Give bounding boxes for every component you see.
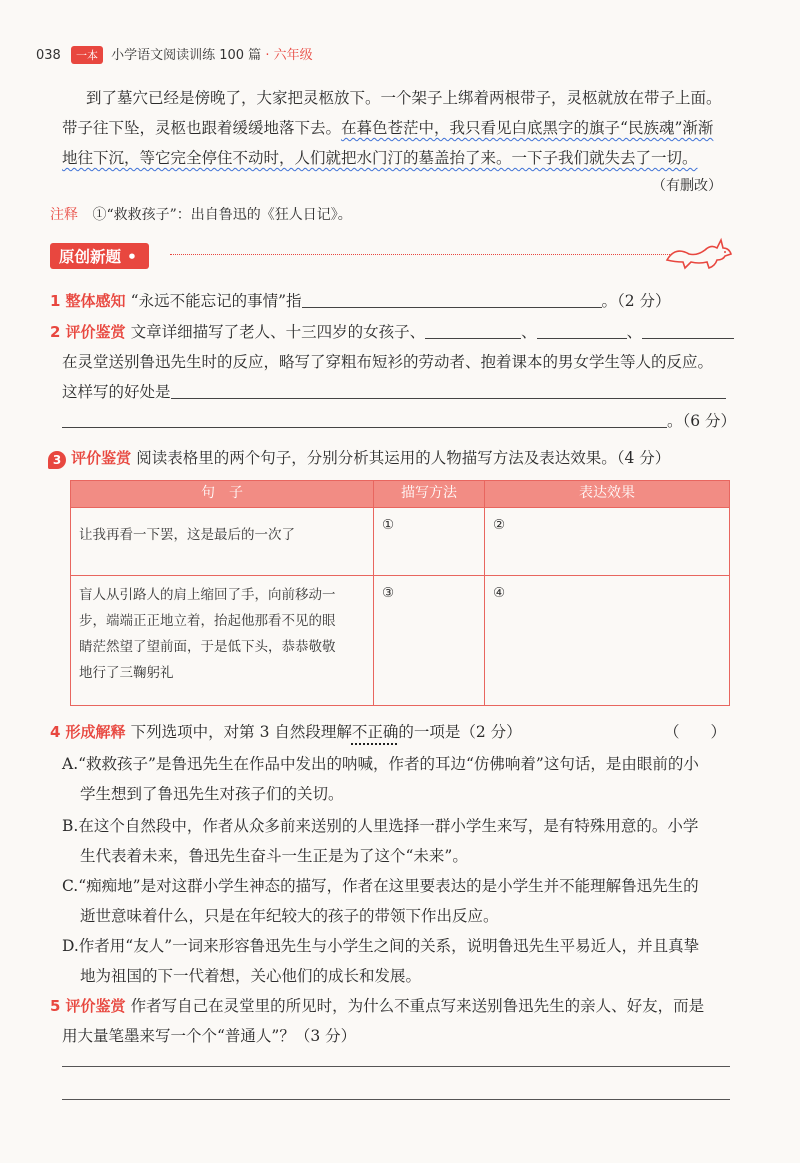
answer-mark-3: ③: [382, 585, 395, 601]
question-1-tag: 整体感知: [65, 292, 126, 310]
table-header-sentence: 句 子: [71, 481, 374, 508]
question-3-number: 3: [52, 453, 62, 467]
answer-mark-4: ④: [493, 585, 506, 601]
question-2-sep-1: 、: [521, 323, 537, 341]
table-cell-method[interactable]: [374, 576, 485, 706]
cat-icon: [665, 236, 735, 272]
question-2-sep-2: 、: [626, 323, 643, 341]
table-header-effect: 表达效果: [485, 481, 730, 508]
header-separator: ·: [265, 48, 270, 63]
question-2-answer-blank-2[interactable]: [62, 411, 667, 428]
question-2-blank-3[interactable]: [642, 322, 734, 339]
option-d-line-1: D.作者用“友人”一词来形容鲁迅先生与小学生之间的关系，说明鲁迅先生平易近人，并且真挚: [62, 937, 700, 955]
sentence-2-line: 地行了三鞠躬礼: [79, 665, 174, 681]
grade-label: 六年级: [273, 48, 313, 63]
answer-line[interactable]: [62, 1099, 730, 1100]
answer-line[interactable]: [62, 1066, 730, 1067]
option-c-line-1: C.“痴痴地”是对这群小学生神态的描写，作者在这里要表达的是小学生并不能理解鲁迅先生的: [62, 877, 699, 895]
option-c-line-2: 逝世意味着什么，只是在年纪较大的孩子的带领下作出反应。: [80, 907, 499, 925]
footnote: [50, 204, 352, 224]
section-banner-title: 原创新题: [59, 248, 122, 266]
answer-mark-1: ①: [382, 517, 395, 533]
table-header-method: 描写方法: [374, 481, 485, 508]
question-2-text-line-1: 文章详细描写了老人、十三四岁的女孩子、: [130, 323, 426, 341]
question-5-text-line-1: 作者写自己在灵堂里的所见时，为什么不重点写来送别鲁迅先生的亲人、好友，而是: [130, 997, 705, 1015]
passage-line-2-underlined: 在暮色苍茫中，我只看见白底黑字的旗子“民族魂”渐渐: [341, 119, 714, 137]
footnote-label: 注释: [50, 207, 78, 223]
option-a-line-2: 学生想到了鲁迅先生对孩子们的关切。: [80, 785, 344, 803]
question-5-number: 5: [50, 997, 61, 1015]
question-4-number: 4: [50, 723, 61, 741]
sentence-2-line: 睛茫然望了望前面，于是低下头，恭恭敬敬: [79, 639, 336, 655]
question-2-line-3: [62, 380, 726, 402]
question-2-line-4: [62, 409, 736, 431]
table-row: [71, 576, 730, 706]
table-cell-effect[interactable]: [485, 508, 730, 576]
option-a-line-1: A.“救救孩子”是鲁迅先生在作品中发出的呐喊，作者的耳边“仿佛响着”这句话，是由眼前的小: [62, 755, 699, 773]
revision-note: （有删改）: [652, 178, 722, 194]
question-4-text-before: 下列选项中，对第 3 自然段理解: [130, 723, 352, 741]
section-banner: [50, 243, 149, 269]
sentence-1-text: 让我再看一下罢，这是最后的一次了: [79, 527, 295, 543]
table-cell-sentence: [71, 576, 374, 706]
analysis-table: [70, 480, 730, 706]
question-2-number: 2: [50, 323, 61, 341]
question-2-blank-2[interactable]: [537, 322, 627, 339]
table-cell-method[interactable]: [374, 508, 485, 576]
question-4-tag: 形成解释: [65, 723, 126, 741]
page-number: 038: [36, 48, 61, 63]
question-2-text-line-2: 在灵堂送别鲁迅先生时的反应，略写了穿粗布短衫的劳动者、抱着课本的男女学生等人的反应。: [62, 353, 714, 371]
flame-number-icon: [48, 451, 66, 469]
question-1-answer-blank[interactable]: [302, 291, 602, 308]
question-2-answer-blank-1[interactable]: [171, 382, 726, 399]
question-4-text-after: 的一项是（2 分）: [398, 723, 522, 741]
question-2-blank-1[interactable]: [425, 322, 521, 339]
question-2-score: 。（6 分）: [667, 412, 737, 430]
question-4: [50, 720, 522, 742]
book-title: 小学语文阅读训练 100 篇: [111, 48, 262, 63]
question-5-text-line-2: 用大量笔墨来写一个个“普通人”？（3 分）: [62, 1027, 357, 1045]
sentence-2-line: 盲人从引路人的肩上缩回了手，向前移动一: [79, 587, 336, 603]
brand-badge: 一本: [71, 46, 103, 64]
question-1-text: “永远不能忘记的事情”指: [130, 292, 302, 310]
sentence-2-line: 步，端端正正地立着，抬起他那看不见的眼: [79, 613, 336, 629]
option-b-line-1: B.在这个自然段中，作者从众多前来送别的人里选择一群小学生来写，是有特殊用意的。小学: [62, 817, 699, 835]
table-row: [71, 508, 730, 576]
answer-mark-2: ②: [493, 517, 506, 533]
table-cell-sentence: [71, 508, 374, 576]
question-3-tag: 评价鉴赏: [71, 449, 132, 467]
question-1-score: 。（2 分）: [601, 292, 671, 310]
question-4-answer-bracket[interactable]: （ ）: [664, 723, 727, 741]
passage-line-3-underlined: 地往下沉，等它完全停住不动时，人们就把水门汀的墓盖抬了来。一下子我们就失去了一切。: [62, 149, 698, 167]
question-1-number: 1: [50, 292, 61, 310]
question-2: [50, 320, 734, 342]
table-header-row: [71, 481, 730, 508]
passage-line-1: 到了墓穴已经是傍晚了，大家把灵柩放下。一个架子上绑着两根带子，灵柩就放在带子上面。: [86, 89, 722, 107]
footnote-text: ①“救救孩子”：出自鲁迅的《狂人日记》。: [92, 207, 352, 223]
passage-line-2: [62, 116, 713, 138]
question-3-text: 阅读表格里的两个句子，分别分析其运用的人物描写方法及表达效果。（4 分）: [136, 449, 671, 467]
question-1: [50, 289, 671, 311]
banner-dotted-line: [170, 254, 670, 255]
question-5: [50, 994, 704, 1016]
question-2-text-line-3: 这样写的好处是: [62, 383, 171, 401]
question-5-tag: 评价鉴赏: [65, 997, 126, 1015]
page-header: [36, 44, 313, 64]
question-4-emphasis: 不正确: [351, 723, 399, 741]
bullet-dot-icon: •: [127, 248, 137, 266]
option-b-line-2: 生代表着未来，鲁迅先生奋斗一生正是为了这个“未来”。: [80, 847, 468, 865]
question-3: [48, 446, 670, 469]
table-cell-effect[interactable]: [485, 576, 730, 706]
option-d-line-2: 地为祖国的下一代着想，关心他们的成长和发展。: [80, 967, 422, 985]
question-2-tag: 评价鉴赏: [65, 323, 126, 341]
passage-line-2-plain: 带子往下坠，灵柩也跟着缓缓地落下去。: [62, 119, 342, 137]
